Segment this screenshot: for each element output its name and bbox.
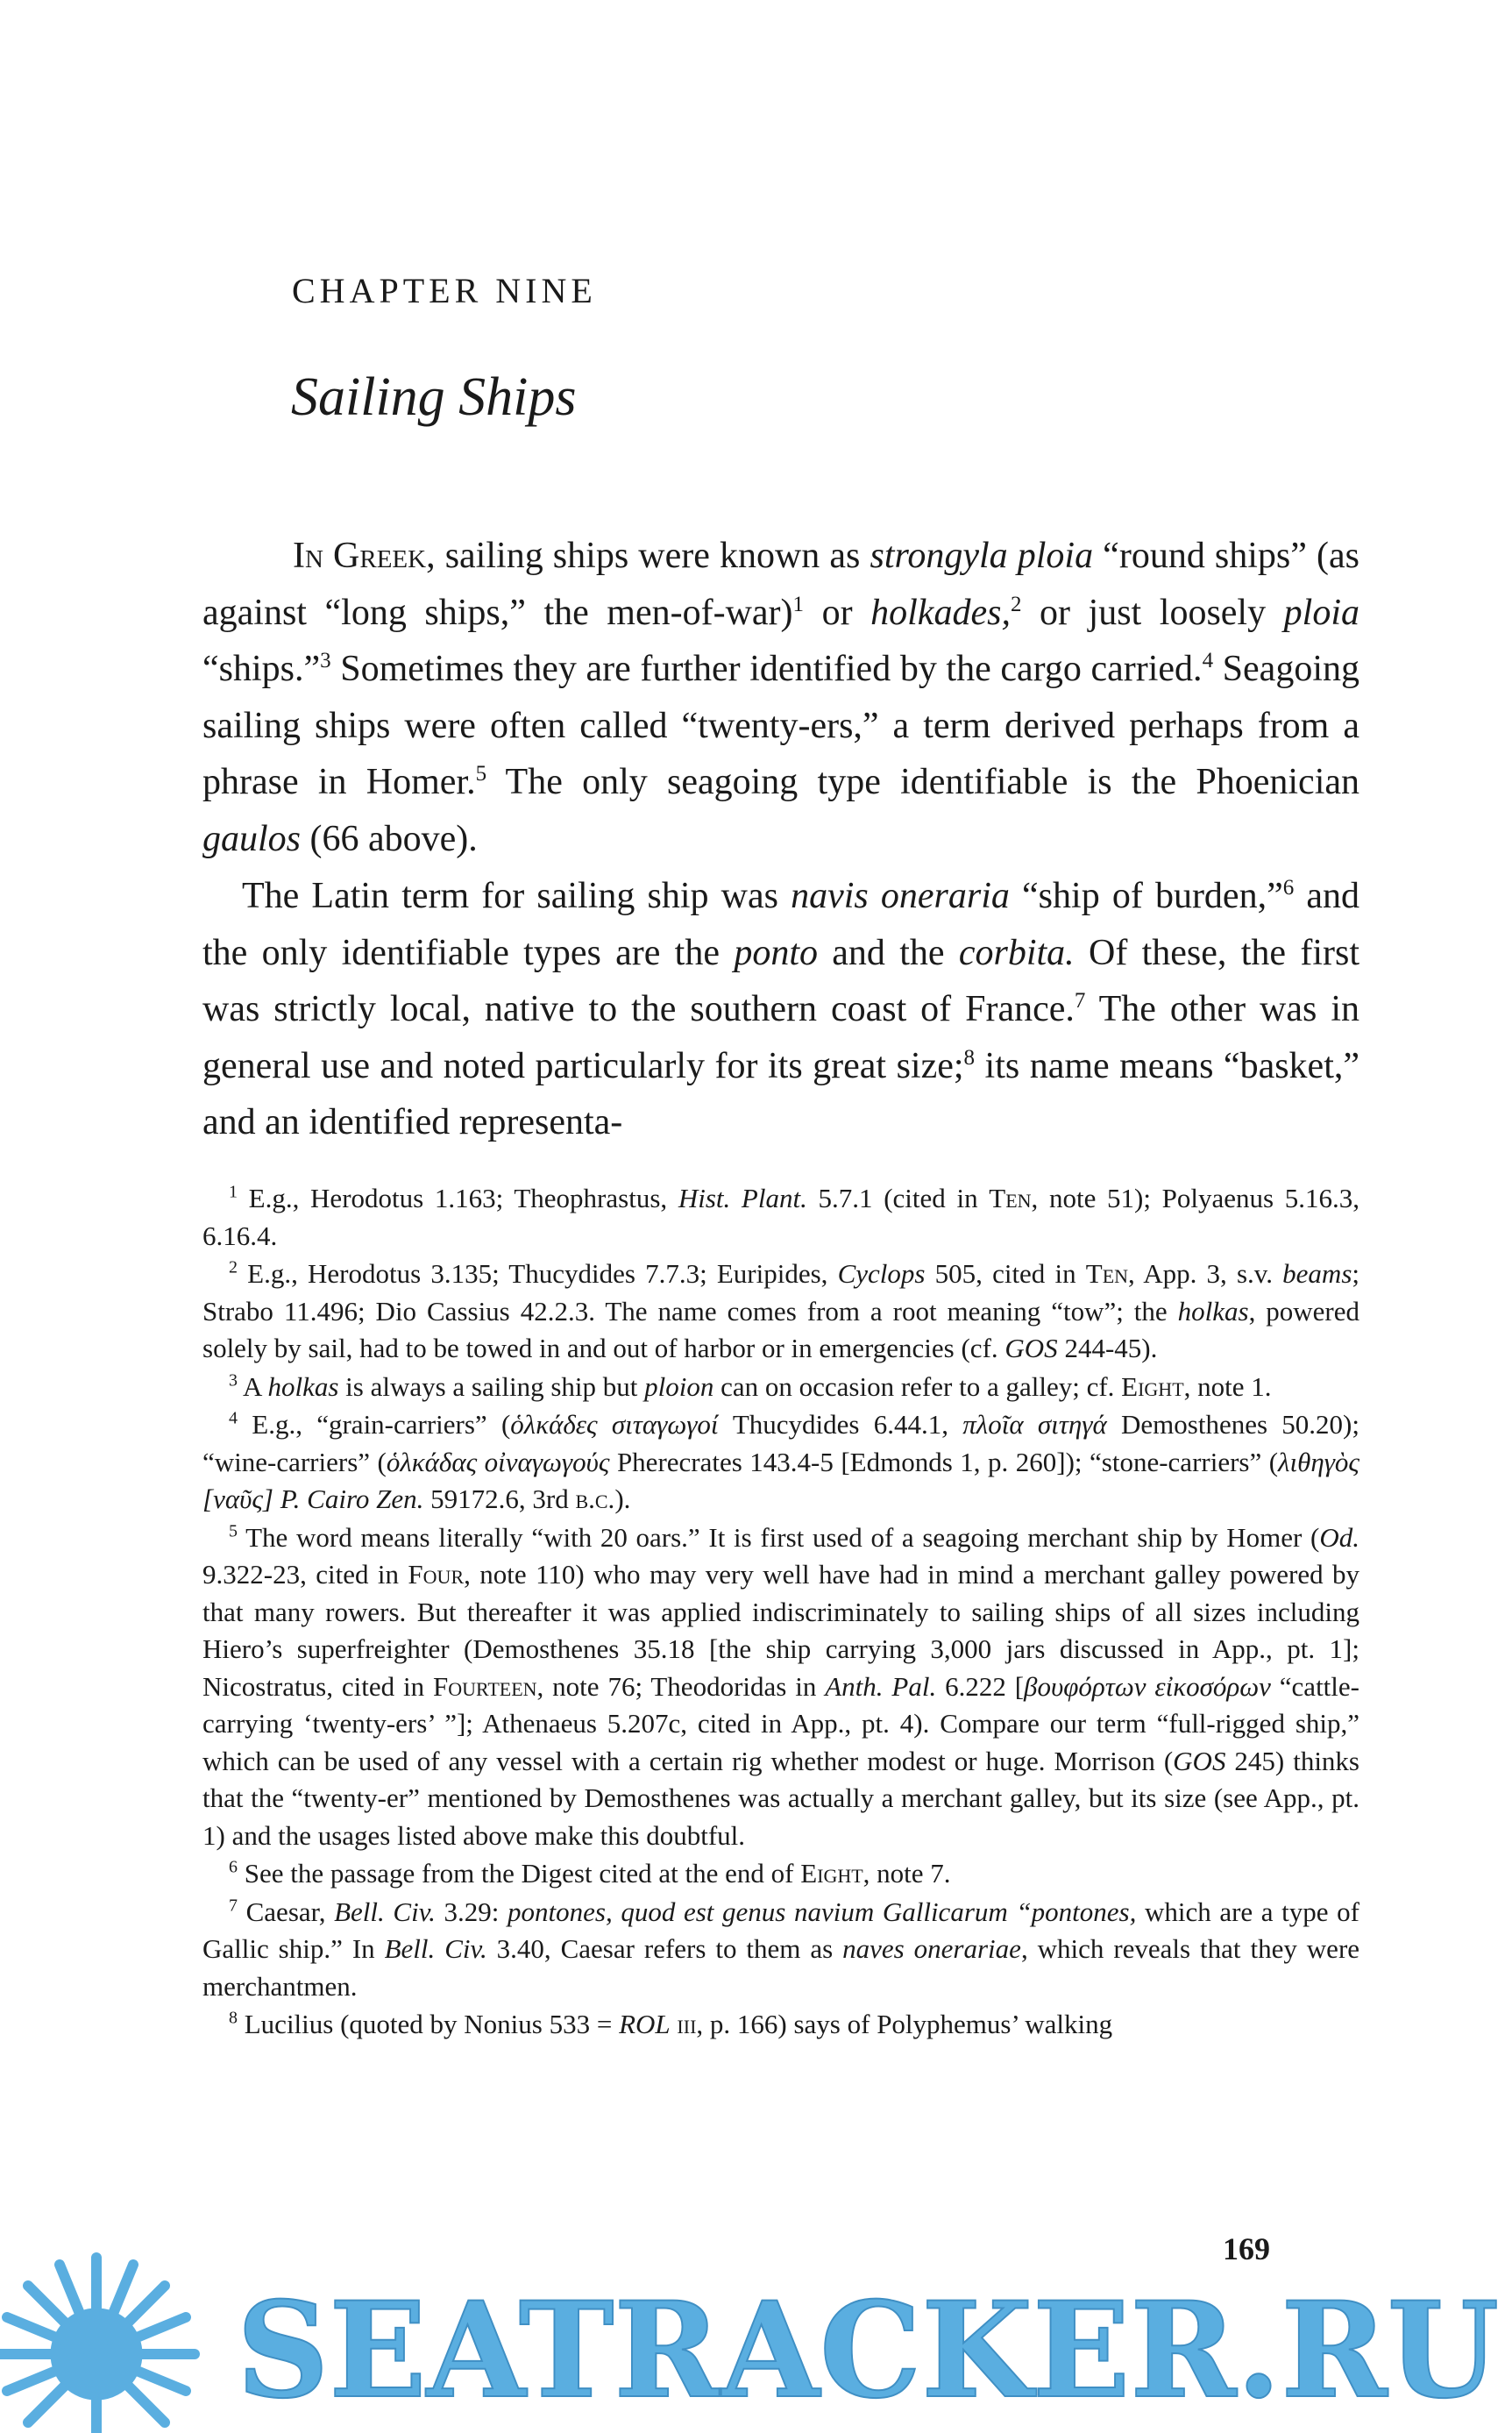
footnote-1: $^1$ E.g., Herodotus 1.163; Theophrastus, Hist. Plant. 5.7.1 (cited in Ten, note 51); Polyaenus 5.16.3, 6.16.4. <box>202 1182 1360 1251</box>
sun-logo-icon <box>0 2258 195 2433</box>
body-paragraph-1: In Greek, sailing ships were known as strongyla ploia “round ships” (as against “long ships,” the men-of-war)$^1$ or holkades,$^2$ or just loosely ploia “ships.”$^3$ Sometimes they are further identified by the cargo carried.$^4$ Seagoing sailing ships were often called “twenty-ers,” a term derived perhaps from a phrase in Homer.$^5$ The only seagoing type identifiable is the Phoenician gaulos (66 above). <box>202 536 1360 859</box>
body-paragraph-2: The Latin term for sailing ship was navis oneraria “ship of burden,”$^6$ and the only identifiable types are the ponto and the corbita. Of these, the first was strictly local, native to the southern coast of France.$^7$ The other was in general use and noted particularly for its great size;$^8$ its name means “basket,” and an identified representa- <box>202 876 1360 1142</box>
note-ref: 4 <box>1202 649 1214 672</box>
footnotes <box>202 1180 1359 2045</box>
watermark <box>0 2231 1512 2433</box>
note-ref: 6 <box>1282 876 1295 900</box>
chapter-label: CHAPTER NINE <box>292 271 597 310</box>
footnote-5: $^5$ The word means literally “with 20 oars.” It is first used of a seagoing merchant ship by Homer (Od. 9.322-23, cited in Four, note 110) who may very well have had in mind a merchant galley powered by that many rowers. But thereafter it was applied indiscriminately to sailing ships of all sizes including Hiero’s superfreighter (Demosthenes 35.18 [the ship carrying 3,000 jars discussed in App., pt. 1]; Nicostratus, cited in Fourteen, note 76; Theodoridas in Anth. Pal. 6.222 [βουφόρτων εἰκοσόρων “cattle-carrying ‘twenty-ers’ ”]; Athenaeus 5.207c, cited in App., pt. 4). Compare our term “full-rigged ship,” which can be used of any vessel with a certain rig whether modest or huge. Morrison (GOS 245) thinks that the “twenty-er” mentioned by Demosthenes was actually a merchant galley, but its size (see App., pt. 1) and the usages listed above make this doubtful. <box>202 1521 1359 1851</box>
footnote-8: $^8$ Lucilius (quoted by Nonius 533 = ROL iii, p. 166) says of Polyphemus’ walking <box>229 2008 1113 2039</box>
footnote-2: $^2$ E.g., Herodotus 3.135; Thucydides 7.7.3; Euripides, Cyclops 505, cited in Ten, App. 3, s.v. beams; Strabo 11.496; Dio Cassius 42.2.3. The name comes from a root meaning “tow”; the holkas, powered solely by sail, had to be towed in and out of harbor or in emergencies (cf. GOS 244-45). <box>202 1257 1360 1363</box>
footnote-7: $^7$ Caesar, Bell. Civ. 3.29: pontones, quod est genus navium Gallicarum “pontones, which are a type of Gallic ship.” In Bell. Civ. 3.40, Caesar refers to them as naves onerariae, which reveals that they were merchantmen. <box>202 1896 1360 2002</box>
note-ref: 2 <box>1010 592 1022 616</box>
note-ref: 5 <box>475 762 487 786</box>
chapter-title: Sailing Ships <box>291 367 577 427</box>
watermark-text: SEATRACKER.RU <box>237 2273 1499 2428</box>
note-ref: 1 <box>792 592 805 616</box>
note-ref: 8 <box>963 1045 976 1070</box>
footnote-3: $^3$ A holkas is always a sailing ship but ploion can on occasion refer to a galley; cf. Eight, note 1. <box>229 1370 1272 1402</box>
note-ref: 3 <box>320 649 331 672</box>
page-number: 169 <box>1223 2231 1270 2266</box>
note-ref: 7 <box>1074 989 1086 1013</box>
footnote-4: $^4$ E.g., “grain-carriers” (ὁλκάδες σιταγωγοί Thucydides 6.44.1, πλοῖα σιτηγά Demosthenes 50.20); “wine-carriers” (ὁλκάδας οἰναγωγούς Pherecrates 143.4-5 [Edmonds 1, p. 260]); “stone-carriers” (λιθηγὸς [ναῦς] P. Cairo Zen. 59172.6, 3rd b.c.). <box>202 1408 1359 1514</box>
footnote-6: $^6$ See the passage from the Digest cited at the end of Eight, note 7. <box>229 1857 951 1889</box>
